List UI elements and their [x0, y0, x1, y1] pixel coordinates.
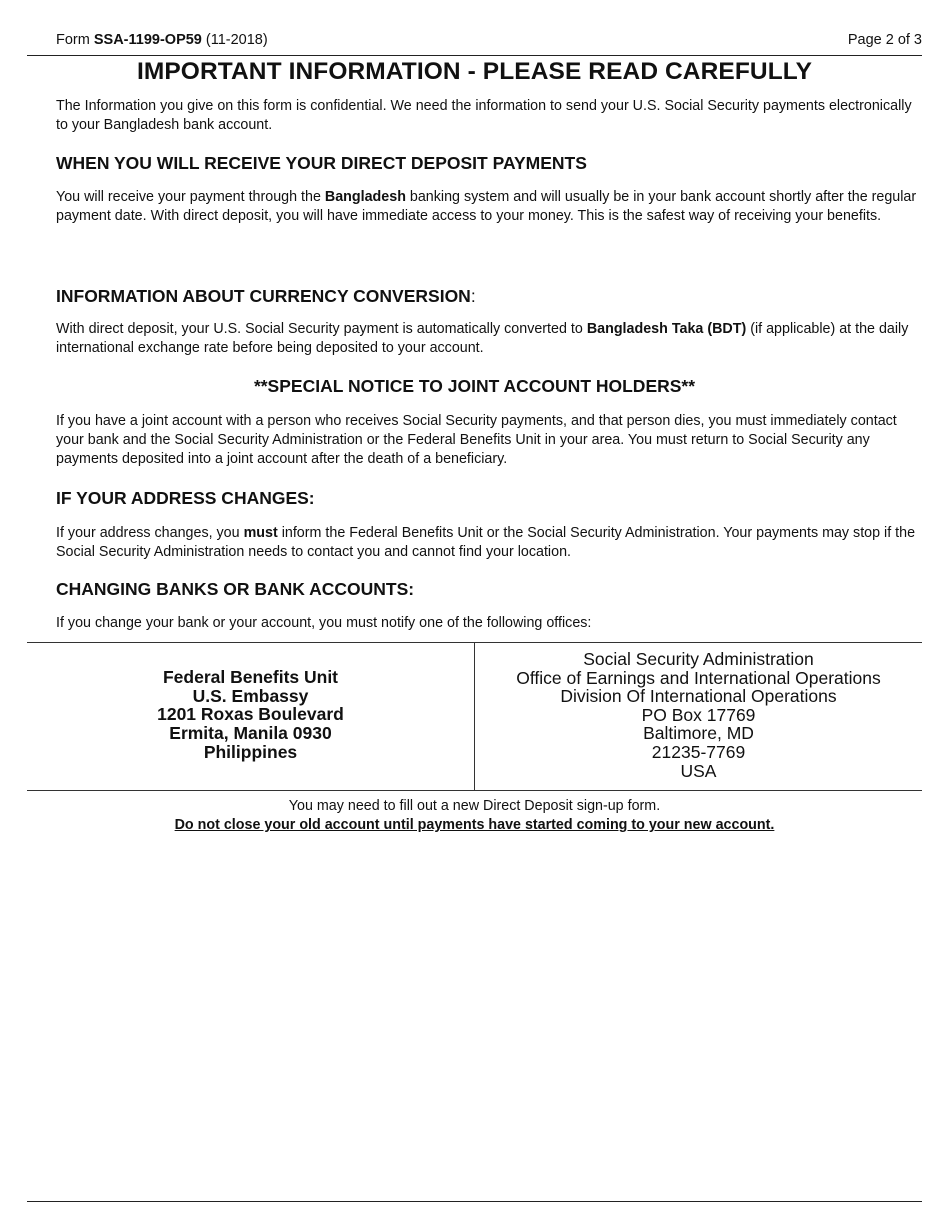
fbu-address [27, 668, 474, 762]
ssa-line: Office of Earnings and International Operations [516, 667, 881, 688]
address-text-2: inform the Federal Benefits Unit or the Social Security Administration. Your payments may stop if the Social Security Administration needs to contact you and cannot find your location. [56, 525, 916, 560]
direct-deposit-bold: Bangladesh [324, 189, 406, 205]
ssa-line: Social Security Administration [583, 649, 814, 669]
ssa-line: Baltimore, MD [643, 723, 754, 744]
fbu-line: Ermita, Manila 0930 [169, 723, 332, 744]
close-account-warning: Do not close your old account until payments have started coming to your new account. [174, 817, 775, 833]
ssa-line: PO Box 17769 [641, 704, 756, 725]
ssa-line: Division Of International Operations [560, 686, 837, 707]
joint-account-heading: **SPECIAL NOTICE TO JOINT ACCOUNT HOLDERS** [253, 376, 696, 396]
offices-table [27, 642, 922, 791]
intro-paragraph: The Information you give on this form is confidential. We need the information to send your U.S. Social Security payments electronically to your Bangladesh bank account. [56, 98, 912, 133]
address-heading: IF YOUR ADDRESS CHANGES: [56, 488, 315, 508]
address-bold: must [243, 525, 278, 541]
address-paragraph [56, 524, 922, 562]
direct-deposit-paragraph [56, 188, 922, 226]
address-text-1: If your address changes, you [56, 525, 244, 541]
fbu-line: Federal Benefits Unit [162, 667, 339, 687]
new-form-note: You may need to fill out a new Direct Deposit sign-up form. [288, 798, 661, 814]
federal-benefits-unit-office [27, 643, 475, 790]
banks-paragraph: If you change your bank or your account, you must notify one of the following offices: [56, 615, 592, 631]
banks-heading: CHANGING BANKS OR BANK ACCOUNTS: [56, 579, 415, 599]
fbu-line: U.S. Embassy [192, 685, 309, 706]
form-prefix: Form [56, 32, 94, 48]
ssa-office [475, 643, 922, 790]
currency-heading [56, 286, 922, 307]
header-divider [27, 55, 922, 56]
form-number: SSA-1199-OP59 [93, 32, 202, 48]
ssa-address [475, 650, 922, 780]
footer-note [27, 797, 922, 835]
joint-account-paragraph: If you have a joint account with a person who receives Social Security payments, and that person dies, you must immediately contact your bank and the Social Security Administration or the Federal Benefits Unit in your area. You must return to Social Security any payments deposited into a joint account after the death of a beneficiary. [56, 413, 897, 467]
currency-text-2: (if applicable) at the daily international exchange rate before being deposited to your account. [56, 321, 909, 356]
fbu-line: 1201 Roxas Boulevard [157, 704, 344, 725]
footer-divider [27, 1201, 922, 1202]
currency-heading-colon: : [470, 286, 476, 306]
currency-paragraph [56, 320, 922, 358]
form-identifier [56, 32, 268, 48]
currency-bold: Bangladesh Taka (BDT) [586, 321, 747, 337]
currency-text-1: With direct deposit, your U.S. Social Security payment is automatically converted to [56, 321, 587, 337]
ssa-line: USA [680, 760, 717, 781]
direct-deposit-heading: WHEN YOU WILL RECEIVE YOUR DIRECT DEPOSIT PAYMENTS [56, 153, 587, 173]
direct-deposit-text-1: You will receive your payment through the [56, 189, 325, 205]
form-date: (11-2018) [201, 32, 268, 48]
fbu-line: Philippines [203, 741, 298, 762]
currency-heading-text: INFORMATION ABOUT CURRENCY CONVERSION [56, 286, 471, 306]
page-number: Page 2 of 3 [847, 32, 922, 48]
direct-deposit-text-2: banking system and will usually be in your bank account shortly after the regular payment date. With direct deposit, you will have immediate access to your money. This is the safest way of receiving your benefits. [56, 189, 917, 224]
page-title: IMPORTANT INFORMATION - PLEASE READ CAREFULLY [136, 58, 813, 85]
page-header [56, 32, 922, 52]
ssa-line: 21235-7769 [651, 741, 746, 762]
